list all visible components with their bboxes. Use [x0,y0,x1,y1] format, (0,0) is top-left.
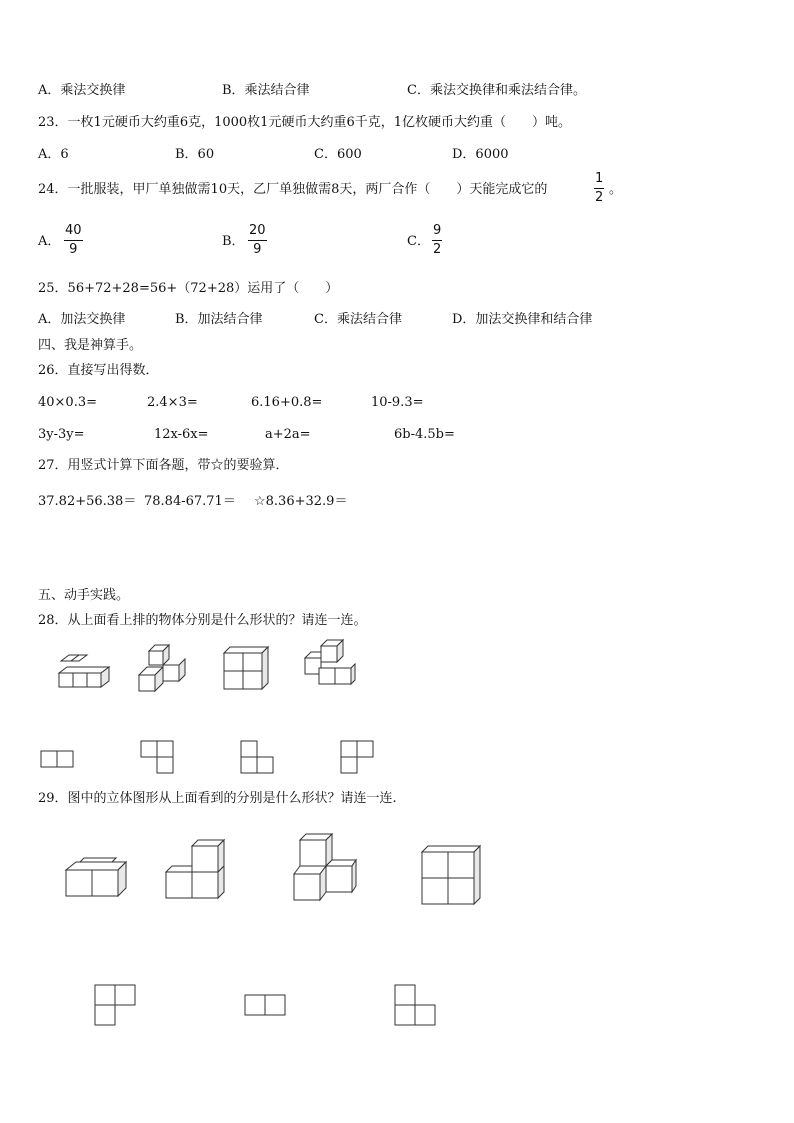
q24-option-c-fraction [432,224,442,257]
q28-top-view-2 [140,740,176,778]
q29-top-view-2 [244,994,288,1018]
q28-solid-4 [301,638,355,692]
q23-option-b: B．60 [175,147,215,162]
q27-item: 78.84-67.71＝ [144,494,236,509]
q26-item: 3y-3y= [38,427,85,442]
q23-option-c: C．600 [314,147,362,162]
q27-stem: 27．用竖式计算下面各题，带☆的要验算． [38,458,289,473]
q26-item: 10-9.3= [371,395,424,410]
q24-stem-fraction [594,172,604,205]
q27-item: ☆8.36+32.9＝ [254,494,348,509]
q24-option-a-label: A． [38,234,61,249]
q28-top-view-3 [240,740,276,778]
q23-stem: 23．一枚1元硬币大约重6克，1000枚1元硬币大约重6千克，1亿枚硬币大约重（ ）吨。 [38,115,571,130]
section-4-heading: 四、我是神算手。 [38,338,143,353]
q26-item: 12x-6x= [154,427,209,442]
q24-stem: 24．一批服装，甲厂单独做需10天，乙厂单独做需8天，两厂合作（ ）天能完成它的 [38,182,548,197]
fraction-numerator: 20 [249,223,266,238]
q24-option-c-label: C． [407,234,430,249]
q28-solid-2 [137,645,189,695]
q26-item: 6b-4.5b= [394,427,455,442]
q24-option-b-fraction [248,224,267,257]
q26-stem: 26．直接写出得数． [38,363,159,378]
q25-option-d: D．加法交换律和结合律 [452,312,593,327]
q29-solid-3 [292,832,360,902]
q24-stem-end: 。 [609,182,623,197]
q29-top-view-3 [394,984,438,1028]
q22-option-c: C．乘法交换律和乘法结合律。 [407,83,586,98]
q27-item: 37.82+56.38＝ [38,494,137,509]
q22-option-a: A．乘法交换律 [38,83,126,98]
q25-option-a: A．加法交换律 [38,312,126,327]
q26-item: 2.4×3= [147,395,198,410]
section-5-heading: 五、动手实践。 [38,588,130,603]
q22-option-b: B．乘法结合律 [222,83,310,98]
q24-option-a-fraction [64,224,83,257]
fraction-numerator: 9 [433,223,442,238]
fraction-denominator: 9 [253,242,262,257]
q26-item: a+2a= [265,427,311,442]
fraction-numerator: 1 [595,171,604,186]
q29-stem: 29．图中的立体图形从上面看到的分别是什么形状？请连一连. [38,791,397,806]
q29-solid-2 [164,838,228,900]
q28-stem: 28．从上面看上排的物体分别是什么形状的？请连一连。 [38,613,367,628]
q29-solid-1 [64,852,130,898]
q28-solid-1 [55,655,105,691]
fraction-denominator: 2 [433,242,442,257]
q28-top-view-4 [340,740,376,778]
q25-option-b: B．加法结合律 [175,312,263,327]
q25-stem: 25．56+72+28=56+（72+28）运用了（ ） [38,281,339,296]
q28-solid-3 [222,645,270,693]
q29-solid-4 [420,844,484,908]
fraction-denominator: 2 [595,190,604,205]
q26-item: 6.16+0.8= [251,395,323,410]
q23-option-a: A．6 [38,147,69,162]
q25-option-c: C．乘法结合律 [314,312,402,327]
q23-option-d: D．6000 [452,147,509,162]
q24-option-b-label: B． [222,234,245,249]
q29-top-view-1 [94,984,138,1028]
fraction-numerator: 40 [65,223,82,238]
q26-item: 40×0.3= [38,395,98,410]
q28-top-view-1 [40,750,76,770]
fraction-denominator: 9 [69,242,78,257]
